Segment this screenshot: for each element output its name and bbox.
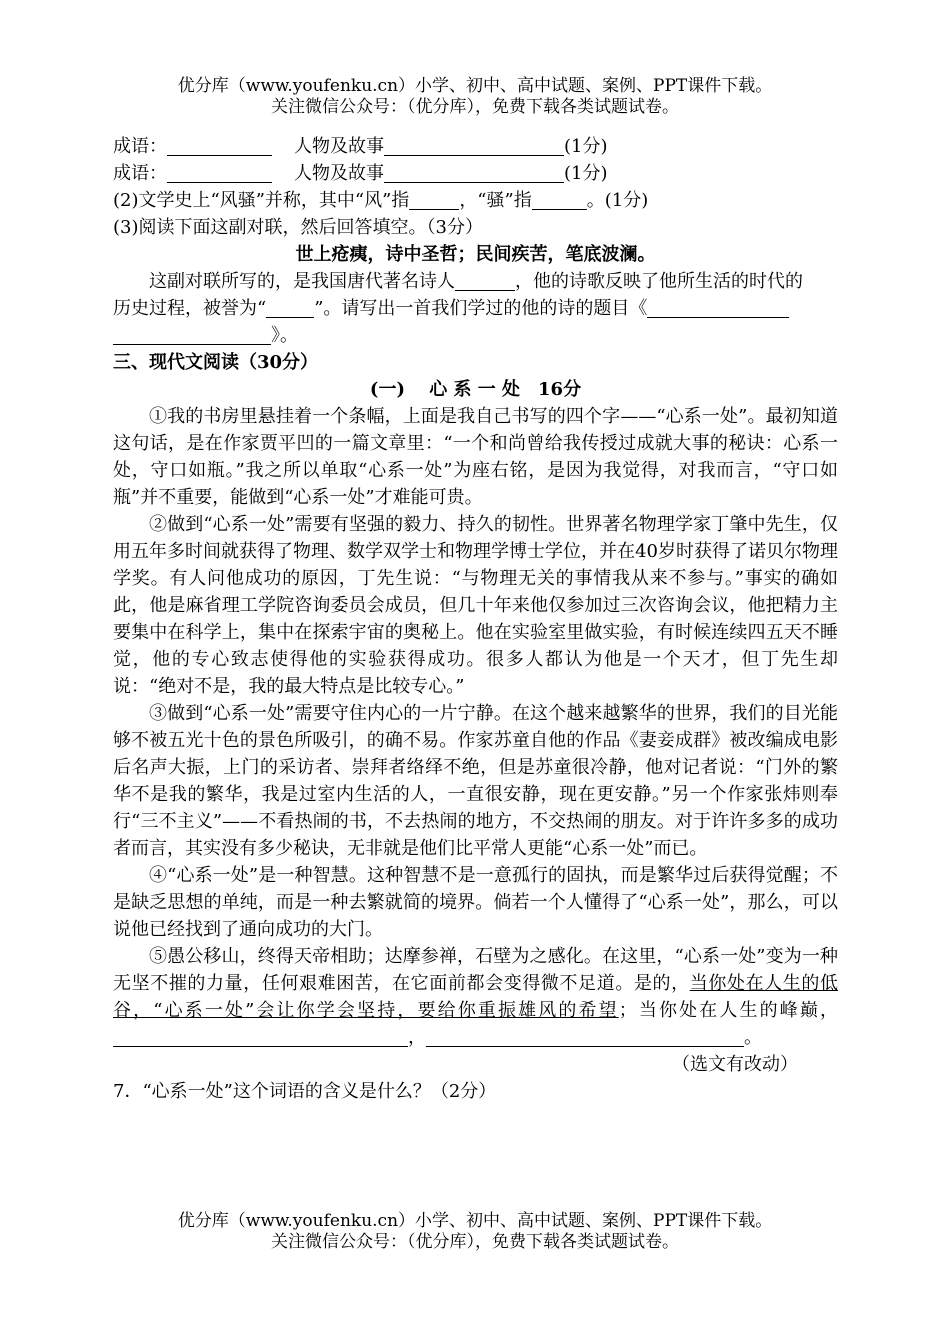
source-note: （选文有改动） (672, 1054, 798, 1075)
footer-line-1: 优分库（www.youfenku.cn）小学、初中、高中试题、案例、PPT课件下载。 (177, 1211, 773, 1231)
q2-text-b: ，“骚”指 (459, 190, 532, 211)
page-header (0, 76, 950, 118)
question-7: 7．“心系一处”这个词语的含义是什么？（2分） (113, 1081, 497, 1102)
q2-blank-feng (409, 191, 459, 210)
story-blank (384, 137, 564, 156)
article-paragraph-5 (113, 943, 838, 1051)
article-paragraph-4: ④“心系一处”是一种智慧。这种智慧不是一意孤行的固执，而是繁华过后获得觉醒；不是缺乏思想的单纯，而是一种去繁就简的境界。倘若一个人懂得了“心系一处”，那么，可以说他已经找到了通向成功的大门。 (113, 865, 838, 940)
score-label: (1分) (564, 163, 608, 184)
score-label: (1分) (564, 136, 608, 157)
header-line-1: 优分库（www.youfenku.cn）小学、初中、高中试题、案例、PPT课件下载。 (177, 76, 773, 96)
article-paragraph-3: ③做到“心系一处”需要守住内心的一片宁静。在这个越来越繁华的世界，我们的目光能够不被五光十色的景色所吸引，的确不易。作家苏童自他的作品《妻妾成群》被改编成电影后名声大振，上门的采访者、崇拜者络绎不绝，但是苏童很冷静，他对记者说：“门外的繁华不是我的繁华，我是过室内生活的人，一直很安静，现在更安静。”另一个作家张炜则奉行“三不主义”——不看热闹的书，不去热闹的地方，不交热闹的朋友。对于许许多多的成功者而言，其实没有多少秘诀，无非就是他们比平常人更能“心系一处”而已。 (113, 703, 838, 859)
q2-text-a: (2)文学史上“风骚”并称，其中“风”指 (113, 190, 410, 211)
p5-blank-1 (113, 1028, 408, 1047)
q3-text-1a: 这副对联所写的，是我国唐代著名诗人 (149, 271, 455, 292)
q2-blank-sao (532, 191, 587, 210)
footer-line-2: 关注微信公众号：（优分库），免费下载各类试题试卷。 (271, 1232, 679, 1252)
header-line-2: 关注微信公众号：（优分库），免费下载各类试题试卷。 (271, 97, 679, 117)
section-title: 三、现代文阅读（30分） (113, 352, 319, 373)
p5-end: 。 (744, 1027, 762, 1048)
p5-underlined: 当你处在人生的低谷，“心系一处”会让你学会坚持，要给你重振雄风的希望 (113, 973, 839, 1021)
idiom-row-2 (113, 160, 838, 187)
p5-text-b: ；当你处在人生的峰巅， (618, 1000, 839, 1021)
story-label: 人物及故事 (294, 163, 384, 184)
p5-text-a: ⑤愚公移山，终得天帝相助；达摩参禅，石壁为之感化。在这里，“心系一处”变为一种无坚不摧的力量，任何艰难困苦，在它面前都会变得微不足道。是的， (113, 946, 838, 994)
page-footer (0, 1211, 950, 1253)
article-paragraph-2: ②做到“心系一处”需要有坚强的毅力、持久的韧性。世界著名物理学家丁肇中先生，仅用五年多时间就获得了物理、数学双学士和物理学博士学位，并在40岁时获得了诺贝尔物理学奖。有人问他成功的原因，丁先生说：“与物理无关的事情我从来不参与。”事实的确如此，他是麻省理工学院咨询委员会成员，但几十年来他仅参加过三次咨询会议，他把精力主要集中在科学上，集中在探索宇宙的奥秘上。他在实验室里做实验，有时候连续四五天不睡觉，他的专心致志使得他的实验获得成功。很多人都认为他是一个天才，但丁先生却说：“绝对不是，我的最大特点是比较专心。” (113, 514, 838, 697)
p5-blank-2 (426, 1028, 744, 1047)
idiom-label: 成语： (113, 136, 167, 157)
couplet: 世上疮痍，诗中圣哲；民间疾苦，笔底波澜。 (295, 244, 656, 265)
article-paragraph-1: ①我的书房里悬挂着一个条幅，上面是我自己书写的四个字——“心系一处”。最初知道这句话，是在作家贾平凹的一篇文章里：“一个和尚曾给我传授过成就大事的秘诀：心系一处，守口如瓶。”我之所以单取“心系一处”为座右铭，是因为我觉得，对我而言，“守口如瓶”并不重要，能做到“心系一处”才难能可贵。 (113, 406, 838, 508)
q3-line-2 (113, 295, 838, 322)
question-2 (113, 187, 838, 214)
idiom-label: 成语： (113, 163, 167, 184)
question-3-intro: (3)阅读下面这副对联，然后回答填空。（3分） (113, 217, 483, 238)
article-title: (一) 心 系 一 处 16分 (369, 379, 582, 400)
idiom-row-1 (113, 133, 838, 160)
q3-text-2a: 历史过程，被誉为“ (113, 298, 267, 319)
q3-line-1 (113, 268, 838, 295)
q2-text-c: 。(1分) (586, 190, 649, 211)
q3-text-3: 》。 (271, 325, 298, 346)
p5-comma: ， (408, 1027, 426, 1048)
q3-blank-poem-b (113, 326, 271, 345)
story-blank (384, 164, 564, 183)
idiom-blank (167, 164, 272, 183)
q3-text-1b: ，他的诗歌反映了他所生活的时代的 (515, 271, 803, 292)
q3-blank-title (266, 299, 314, 318)
q3-text-2b: ”。请写出一首我们学过的他的诗的题目《 (314, 298, 648, 319)
q3-line-3 (113, 322, 838, 349)
page-content (113, 133, 838, 1105)
q3-blank-poem-a (647, 299, 789, 318)
story-label: 人物及故事 (294, 136, 384, 157)
q3-blank-poet (455, 272, 515, 291)
idiom-blank (167, 137, 272, 156)
